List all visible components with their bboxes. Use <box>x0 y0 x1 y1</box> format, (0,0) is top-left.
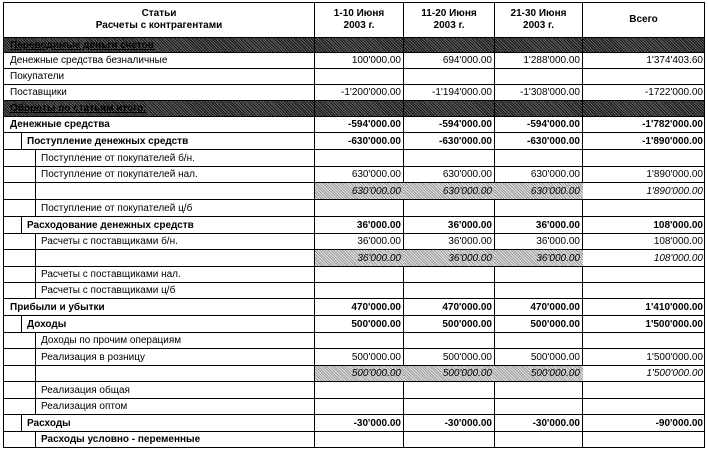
row-value-period-3: 36'000.00 <box>495 250 583 266</box>
header-period-1-dates: 1-10 Июня <box>333 8 385 19</box>
row-value-period-2: 36'000.00 <box>404 250 495 266</box>
row-label: Расходы условно - переменные <box>41 434 201 445</box>
row-value-period-3: 500'000.00 <box>530 351 580 363</box>
header-period-2-dates: 11-20 Июня <box>421 8 477 19</box>
row-value-period-3: 36'000.00 <box>535 219 580 231</box>
table-row <box>3 167 705 183</box>
row-label: Доходы <box>27 318 67 330</box>
row-value-period-1: 500'000.00 <box>351 351 401 363</box>
header-period-1-year: 2003 г. <box>343 20 375 31</box>
row-value-period-3: 500'000.00 <box>530 318 580 330</box>
indent-guide <box>35 432 36 447</box>
table-row <box>3 133 705 150</box>
row-value-period-1: 36'000.00 <box>356 219 401 231</box>
row-value-period-1 <box>315 283 404 298</box>
row-value-period-3 <box>495 382 583 398</box>
table-row <box>3 217 705 234</box>
table-row <box>3 382 705 399</box>
row-value-period-3: 500'000.00 <box>495 366 583 381</box>
row-total: 1'410'000.00 <box>645 301 703 313</box>
row-total <box>583 333 706 348</box>
row-total: 1'500'000.00 <box>646 368 703 379</box>
row-value-period-3 <box>495 101 583 116</box>
indent-guide <box>35 283 36 298</box>
table-row <box>3 349 705 366</box>
row-value-period-2: -594'000.00 <box>439 119 492 130</box>
indent-guide <box>21 133 22 149</box>
header-period-2 <box>404 3 495 37</box>
row-label: Реализация в розницу <box>41 351 145 363</box>
row-value-period-1 <box>315 267 404 282</box>
table-row <box>3 69 705 85</box>
row-label: Поступление денежных средств <box>27 135 189 147</box>
row-label: Покупатели <box>10 71 65 82</box>
row-value-period-1: 36'000.00 <box>357 236 401 247</box>
row-value-period-2: 500'000.00 <box>442 351 492 363</box>
header-articles-subtitle: Расчеты с контрагентами <box>95 20 223 31</box>
row-value-period-3: 1'288'000.00 <box>523 55 580 66</box>
table-row <box>3 333 705 349</box>
table-row <box>3 432 705 448</box>
row-value-period-3: 630'000.00 <box>530 169 580 180</box>
table-row <box>3 267 705 283</box>
row-label: Поступление от покупателей нал. <box>41 169 198 180</box>
row-value-period-2: 36'000.00 <box>447 219 492 231</box>
row-value-period-2 <box>404 150 495 166</box>
row-total <box>583 200 706 216</box>
row-value-period-2 <box>404 382 495 398</box>
row-value-period-2 <box>404 200 495 216</box>
indent-guide <box>35 234 36 249</box>
row-value-period-1: -1'200'000.00 <box>341 87 401 98</box>
indent-guide <box>21 316 22 332</box>
row-value-period-1 <box>315 399 404 414</box>
indent-guide <box>35 267 36 282</box>
row-value-period-1: 100'000.00 <box>351 55 401 66</box>
table-row <box>3 183 705 200</box>
row-label: Доходы по прочим операциям <box>41 335 182 346</box>
row-total <box>583 382 706 398</box>
row-label: Обороты по статьям итого: <box>10 103 147 114</box>
row-value-period-2 <box>404 267 495 282</box>
table-row <box>3 234 705 250</box>
indent-guide <box>35 167 36 182</box>
row-value-period-3: 630'000.00 <box>495 183 583 199</box>
row-label: Денежные средства <box>10 119 110 130</box>
row-total <box>583 38 706 52</box>
table-row <box>3 117 705 133</box>
row-label: Прибыли и убытки <box>10 301 105 313</box>
row-label: Переводимые деньги счетов <box>10 39 154 51</box>
row-value-period-3 <box>495 200 583 216</box>
row-value-period-2: 36'000.00 <box>448 236 492 247</box>
row-total: 1'500'000.00 <box>645 318 703 330</box>
row-value-period-1: 36'000.00 <box>315 250 404 266</box>
row-value-period-1 <box>315 69 404 84</box>
row-label <box>38 183 315 199</box>
row-label: Расчеты с поставщиками ц/б <box>41 285 176 296</box>
header-period-3-dates: 21-30 Июня <box>510 8 567 19</box>
table-row <box>3 366 705 382</box>
row-value-period-2 <box>404 333 495 348</box>
table-header <box>3 2 705 38</box>
row-label: Поставщики <box>10 87 67 98</box>
row-value-period-2: -630'000.00 <box>439 135 492 147</box>
row-value-period-2: 500'000.00 <box>404 366 495 381</box>
row-value-period-1: 500'000.00 <box>315 366 404 381</box>
row-total: 108'000.00 <box>653 219 703 231</box>
header-period-1 <box>315 3 404 37</box>
row-value-period-3: -30'000.00 <box>532 417 580 429</box>
row-label: Денежные средства безналичные <box>10 55 168 66</box>
row-value-period-3 <box>495 283 583 298</box>
row-value-period-2: 630'000.00 <box>404 183 495 199</box>
row-label: Расчеты с поставщиками нал. <box>41 269 181 280</box>
header-period-3-year: 2003 г. <box>523 20 554 31</box>
row-value-period-2: 470'000.00 <box>442 301 492 313</box>
row-value-period-2 <box>404 101 495 116</box>
row-value-period-1: 630'000.00 <box>351 169 401 180</box>
table-row <box>3 53 705 69</box>
row-total <box>583 150 706 166</box>
row-label: Поступление от покупателей ц/б <box>41 202 193 214</box>
indent-guide <box>35 366 36 381</box>
row-total <box>583 267 706 282</box>
row-value-period-2 <box>404 399 495 414</box>
row-total: 1'890'000.00 <box>646 185 703 197</box>
table-row <box>3 85 705 101</box>
row-value-period-1: -630'000.00 <box>348 135 401 147</box>
row-total: -90'000.00 <box>655 417 703 429</box>
row-total: 1'374'403.60 <box>646 55 703 66</box>
table-row <box>3 415 705 432</box>
row-value-period-3: -594'000.00 <box>527 119 580 130</box>
row-total <box>583 101 706 116</box>
table-row <box>3 299 705 316</box>
row-label <box>38 366 315 381</box>
row-total <box>583 432 706 447</box>
row-total: 108'000.00 <box>653 236 703 247</box>
row-value-period-3 <box>495 150 583 166</box>
indent-guide <box>35 250 36 266</box>
indent-guide <box>35 382 36 398</box>
row-total: -1'890'000.00 <box>642 135 703 147</box>
row-value-period-1 <box>315 38 404 52</box>
row-total: 108'000.00 <box>653 252 703 264</box>
row-value-period-1 <box>315 432 404 447</box>
row-total <box>583 399 706 414</box>
row-value-period-2 <box>404 38 495 52</box>
row-value-period-1: 500'000.00 <box>351 318 401 330</box>
row-label: Расходование денежных средств <box>27 219 194 231</box>
row-value-period-1 <box>315 150 404 166</box>
table-row <box>3 283 705 299</box>
row-value-period-2: -1'194'000.00 <box>432 87 492 98</box>
row-value-period-1: 630'000.00 <box>315 183 404 199</box>
row-value-period-3 <box>495 69 583 84</box>
header-total <box>583 3 704 37</box>
table-row <box>3 101 705 117</box>
row-label: Расчеты с поставщиками б/н. <box>41 236 178 247</box>
header-total-label: Всего <box>629 14 658 25</box>
row-value-period-3 <box>495 432 583 447</box>
indent-guide <box>35 349 36 365</box>
table-row <box>3 399 705 415</box>
indent-guide <box>35 150 36 166</box>
table-row <box>3 150 705 167</box>
row-total: -1'782'000.00 <box>642 119 703 130</box>
row-value-period-2: 694'000.00 <box>442 55 492 66</box>
table-row <box>3 316 705 333</box>
row-value-period-3 <box>495 399 583 414</box>
header-articles <box>4 3 315 37</box>
indent-guide <box>35 399 36 414</box>
indent-guide <box>35 333 36 348</box>
row-total: -1722'000.00 <box>644 87 703 98</box>
header-articles-title: Статьи <box>141 8 177 19</box>
table-row <box>3 250 705 267</box>
row-value-period-1 <box>315 101 404 116</box>
row-total: 1'890'000.00 <box>646 169 703 180</box>
row-value-period-2: -30'000.00 <box>444 417 492 429</box>
row-label: Реализация оптом <box>41 401 128 412</box>
indent-guide <box>35 200 36 216</box>
row-value-period-2 <box>404 283 495 298</box>
row-total <box>583 69 706 84</box>
row-value-period-3: 470'000.00 <box>530 301 580 313</box>
row-value-period-3 <box>495 38 583 52</box>
indent-guide <box>21 217 22 233</box>
row-label: Реализация общая <box>41 384 130 396</box>
row-value-period-2: 500'000.00 <box>442 318 492 330</box>
row-value-period-1: -30'000.00 <box>353 417 401 429</box>
table-row <box>3 200 705 217</box>
row-value-period-1 <box>315 382 404 398</box>
row-total: 1'500'000.00 <box>646 351 703 363</box>
row-value-period-2 <box>404 432 495 447</box>
row-label: Расходы <box>27 417 71 429</box>
row-label <box>38 250 315 266</box>
row-value-period-3: -1'308'000.00 <box>520 87 580 98</box>
header-period-3 <box>495 3 583 37</box>
indent-guide <box>35 183 36 199</box>
row-value-period-2 <box>404 69 495 84</box>
row-value-period-1 <box>315 200 404 216</box>
header-period-2-year: 2003 г. <box>433 20 465 31</box>
row-label: Поступление от покупателей б/н. <box>41 152 195 164</box>
indent-guide <box>21 415 22 431</box>
row-value-period-3 <box>495 333 583 348</box>
row-value-period-2: 630'000.00 <box>442 169 492 180</box>
row-total <box>583 283 706 298</box>
row-value-period-1: 470'000.00 <box>351 301 401 313</box>
table-row <box>3 38 705 53</box>
row-value-period-3 <box>495 267 583 282</box>
row-value-period-1 <box>315 333 404 348</box>
row-value-period-3: -630'000.00 <box>527 135 580 147</box>
row-value-period-1: -594'000.00 <box>348 119 401 130</box>
row-value-period-3: 36'000.00 <box>536 236 580 247</box>
